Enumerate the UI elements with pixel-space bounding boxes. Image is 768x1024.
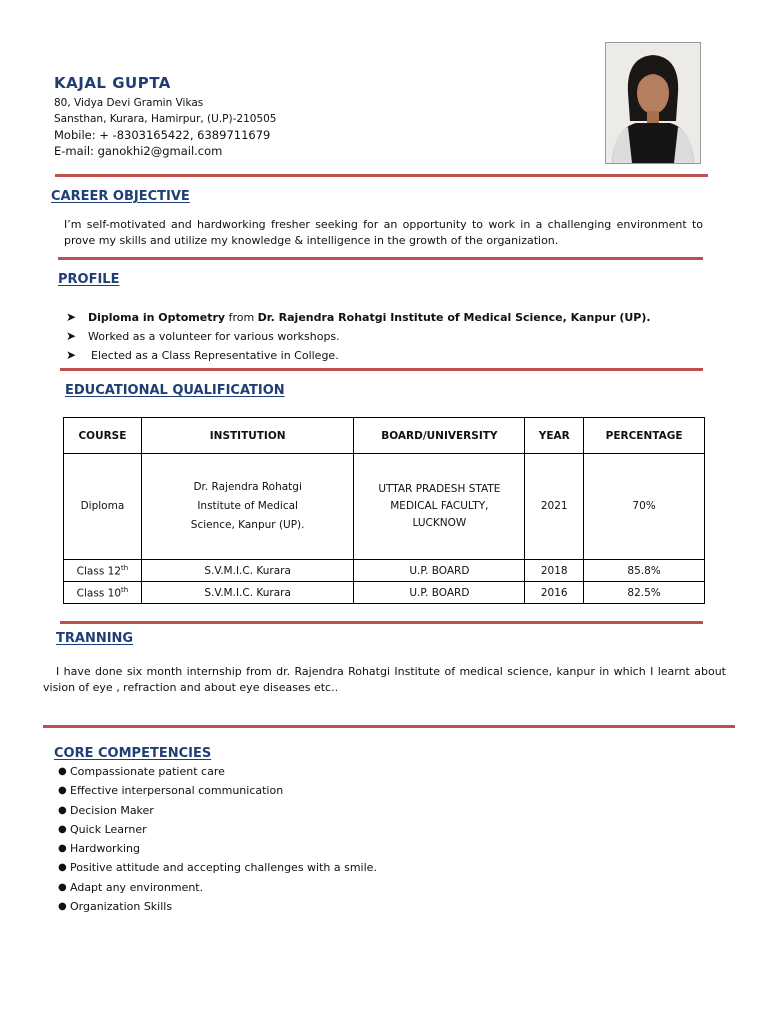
column-header: INSTITUTION	[141, 418, 354, 454]
profile-item-connector: from	[225, 310, 258, 324]
course-cell	[64, 582, 142, 604]
percentage-cell: 82.5%	[584, 582, 705, 604]
percentage-cell: 70%	[584, 454, 705, 560]
profile-item	[66, 310, 651, 324]
bullet-icon: ●	[58, 824, 67, 835]
course-cell: Diploma	[64, 454, 142, 560]
address-line-2: Sansthan, Kurara, Hamirpur, (U.P)-210505	[54, 113, 277, 125]
arrow-bullet-icon: ➤	[66, 329, 77, 343]
institution-cell	[141, 454, 354, 560]
competency-text: Quick Learner	[70, 823, 147, 836]
education-heading: EDUCATIONAL QUALIFICATION	[65, 383, 285, 398]
competency-text: Organization Skills	[70, 900, 173, 913]
table-row	[64, 582, 705, 604]
list-item	[58, 784, 283, 797]
course-superscript: th	[121, 563, 129, 572]
competency-text: Effective interpersonal communication	[70, 784, 284, 797]
list-item	[58, 765, 225, 778]
header-divider	[55, 174, 708, 177]
list-item	[58, 861, 377, 874]
bullet-icon: ●	[58, 843, 67, 854]
arrow-bullet-icon: ➤	[66, 310, 77, 324]
bullet-icon: ●	[58, 882, 67, 893]
profile-item-text: Elected as a Class Representative in College.	[91, 348, 339, 362]
board-cell: U.P. BOARD	[354, 560, 525, 582]
competency-text: Compassionate patient care	[70, 765, 225, 778]
competencies-heading: CORE COMPETENCIES	[54, 746, 212, 761]
profile-item	[66, 348, 339, 362]
competency-text: Hardworking	[70, 842, 140, 855]
institution-cell: S.V.M.I.C. Kurara	[141, 582, 354, 604]
column-header: BOARD/UNIVERSITY	[354, 418, 525, 454]
profile-photo	[605, 42, 701, 164]
email-address: E-mail: ganokhi2@gmail.com	[54, 144, 223, 158]
diploma-title: Diploma in Optometry	[88, 310, 226, 324]
institution-cell: S.V.M.I.C. Kurara	[141, 560, 354, 582]
profile-item-text: Worked as a volunteer for various workshops.	[88, 329, 340, 343]
competency-text: Adapt any environment.	[70, 881, 204, 894]
education-table	[63, 417, 705, 604]
arrow-bullet-icon: ➤	[66, 348, 77, 362]
bullet-icon: ●	[58, 901, 67, 912]
institution-text: Dr. Rajendra Rohatgi Institute of Medical Science, Kanpur (UP).	[190, 481, 305, 531]
year-cell: 2016	[525, 582, 584, 604]
education-divider	[60, 621, 703, 624]
table-row	[64, 454, 705, 560]
course-text: Class 10	[76, 587, 121, 600]
course-superscript: th	[121, 585, 129, 594]
training-divider	[43, 725, 735, 728]
mobile-numbers: Mobile: + -8303165422, 6389711679	[54, 128, 271, 142]
candidate-name: KAJAL GUPTA	[54, 74, 171, 92]
person-photo-icon	[606, 43, 700, 163]
training-text: I have done six month internship from dr. Rajendra Rohatgi Institute of medical science, kanpur in which I learnt about vision of eye , refraction and about eye diseases etc..	[43, 665, 726, 694]
list-item	[58, 900, 172, 913]
table-header-row	[64, 418, 705, 454]
competency-text: Positive attitude and accepting challenges with a smile.	[70, 861, 377, 874]
training-heading: TRANNING	[56, 631, 134, 646]
board-cell: U.P. BOARD	[354, 582, 525, 604]
diploma-institute: Dr. Rajendra Rohatgi Institute of Medical Science, Kanpur (UP).	[257, 310, 651, 324]
year-cell: 2018	[525, 560, 584, 582]
list-item	[58, 881, 203, 894]
career-objective-heading: CAREER OBJECTIVE	[51, 189, 190, 204]
board-cell	[354, 454, 525, 560]
bullet-icon: ●	[58, 805, 67, 816]
bullet-icon: ●	[58, 862, 67, 873]
career-objective-text: I’m self-motivated and hardworking fresher seeking for an opportunity to work in a challenging environment to prove my skills and utilize my knowledge & intelligence in the growth of the organization.	[64, 218, 703, 247]
profile-divider	[60, 368, 703, 371]
profile-heading: PROFILE	[58, 272, 120, 287]
column-header: PERCENTAGE	[584, 418, 705, 454]
board-text: UTTAR PRADESH STATE MEDICAL FACULTY, LUCKNOW	[378, 483, 501, 529]
table-row	[64, 560, 705, 582]
competency-text: Decision Maker	[70, 804, 154, 817]
course-text: Class 12	[76, 565, 121, 578]
year-cell: 2021	[525, 454, 584, 560]
column-header: COURSE	[64, 418, 142, 454]
list-item	[58, 804, 154, 817]
course-cell	[64, 560, 142, 582]
list-item	[58, 823, 147, 836]
percentage-cell: 85.8%	[584, 560, 705, 582]
career-divider	[58, 257, 703, 260]
bullet-icon: ●	[58, 785, 67, 796]
bullet-icon: ●	[58, 766, 67, 777]
address-line-1: 80, Vidya Devi Gramin Vikas	[54, 97, 204, 109]
column-header: YEAR	[525, 418, 584, 454]
profile-item	[66, 329, 340, 343]
list-item	[58, 842, 140, 855]
